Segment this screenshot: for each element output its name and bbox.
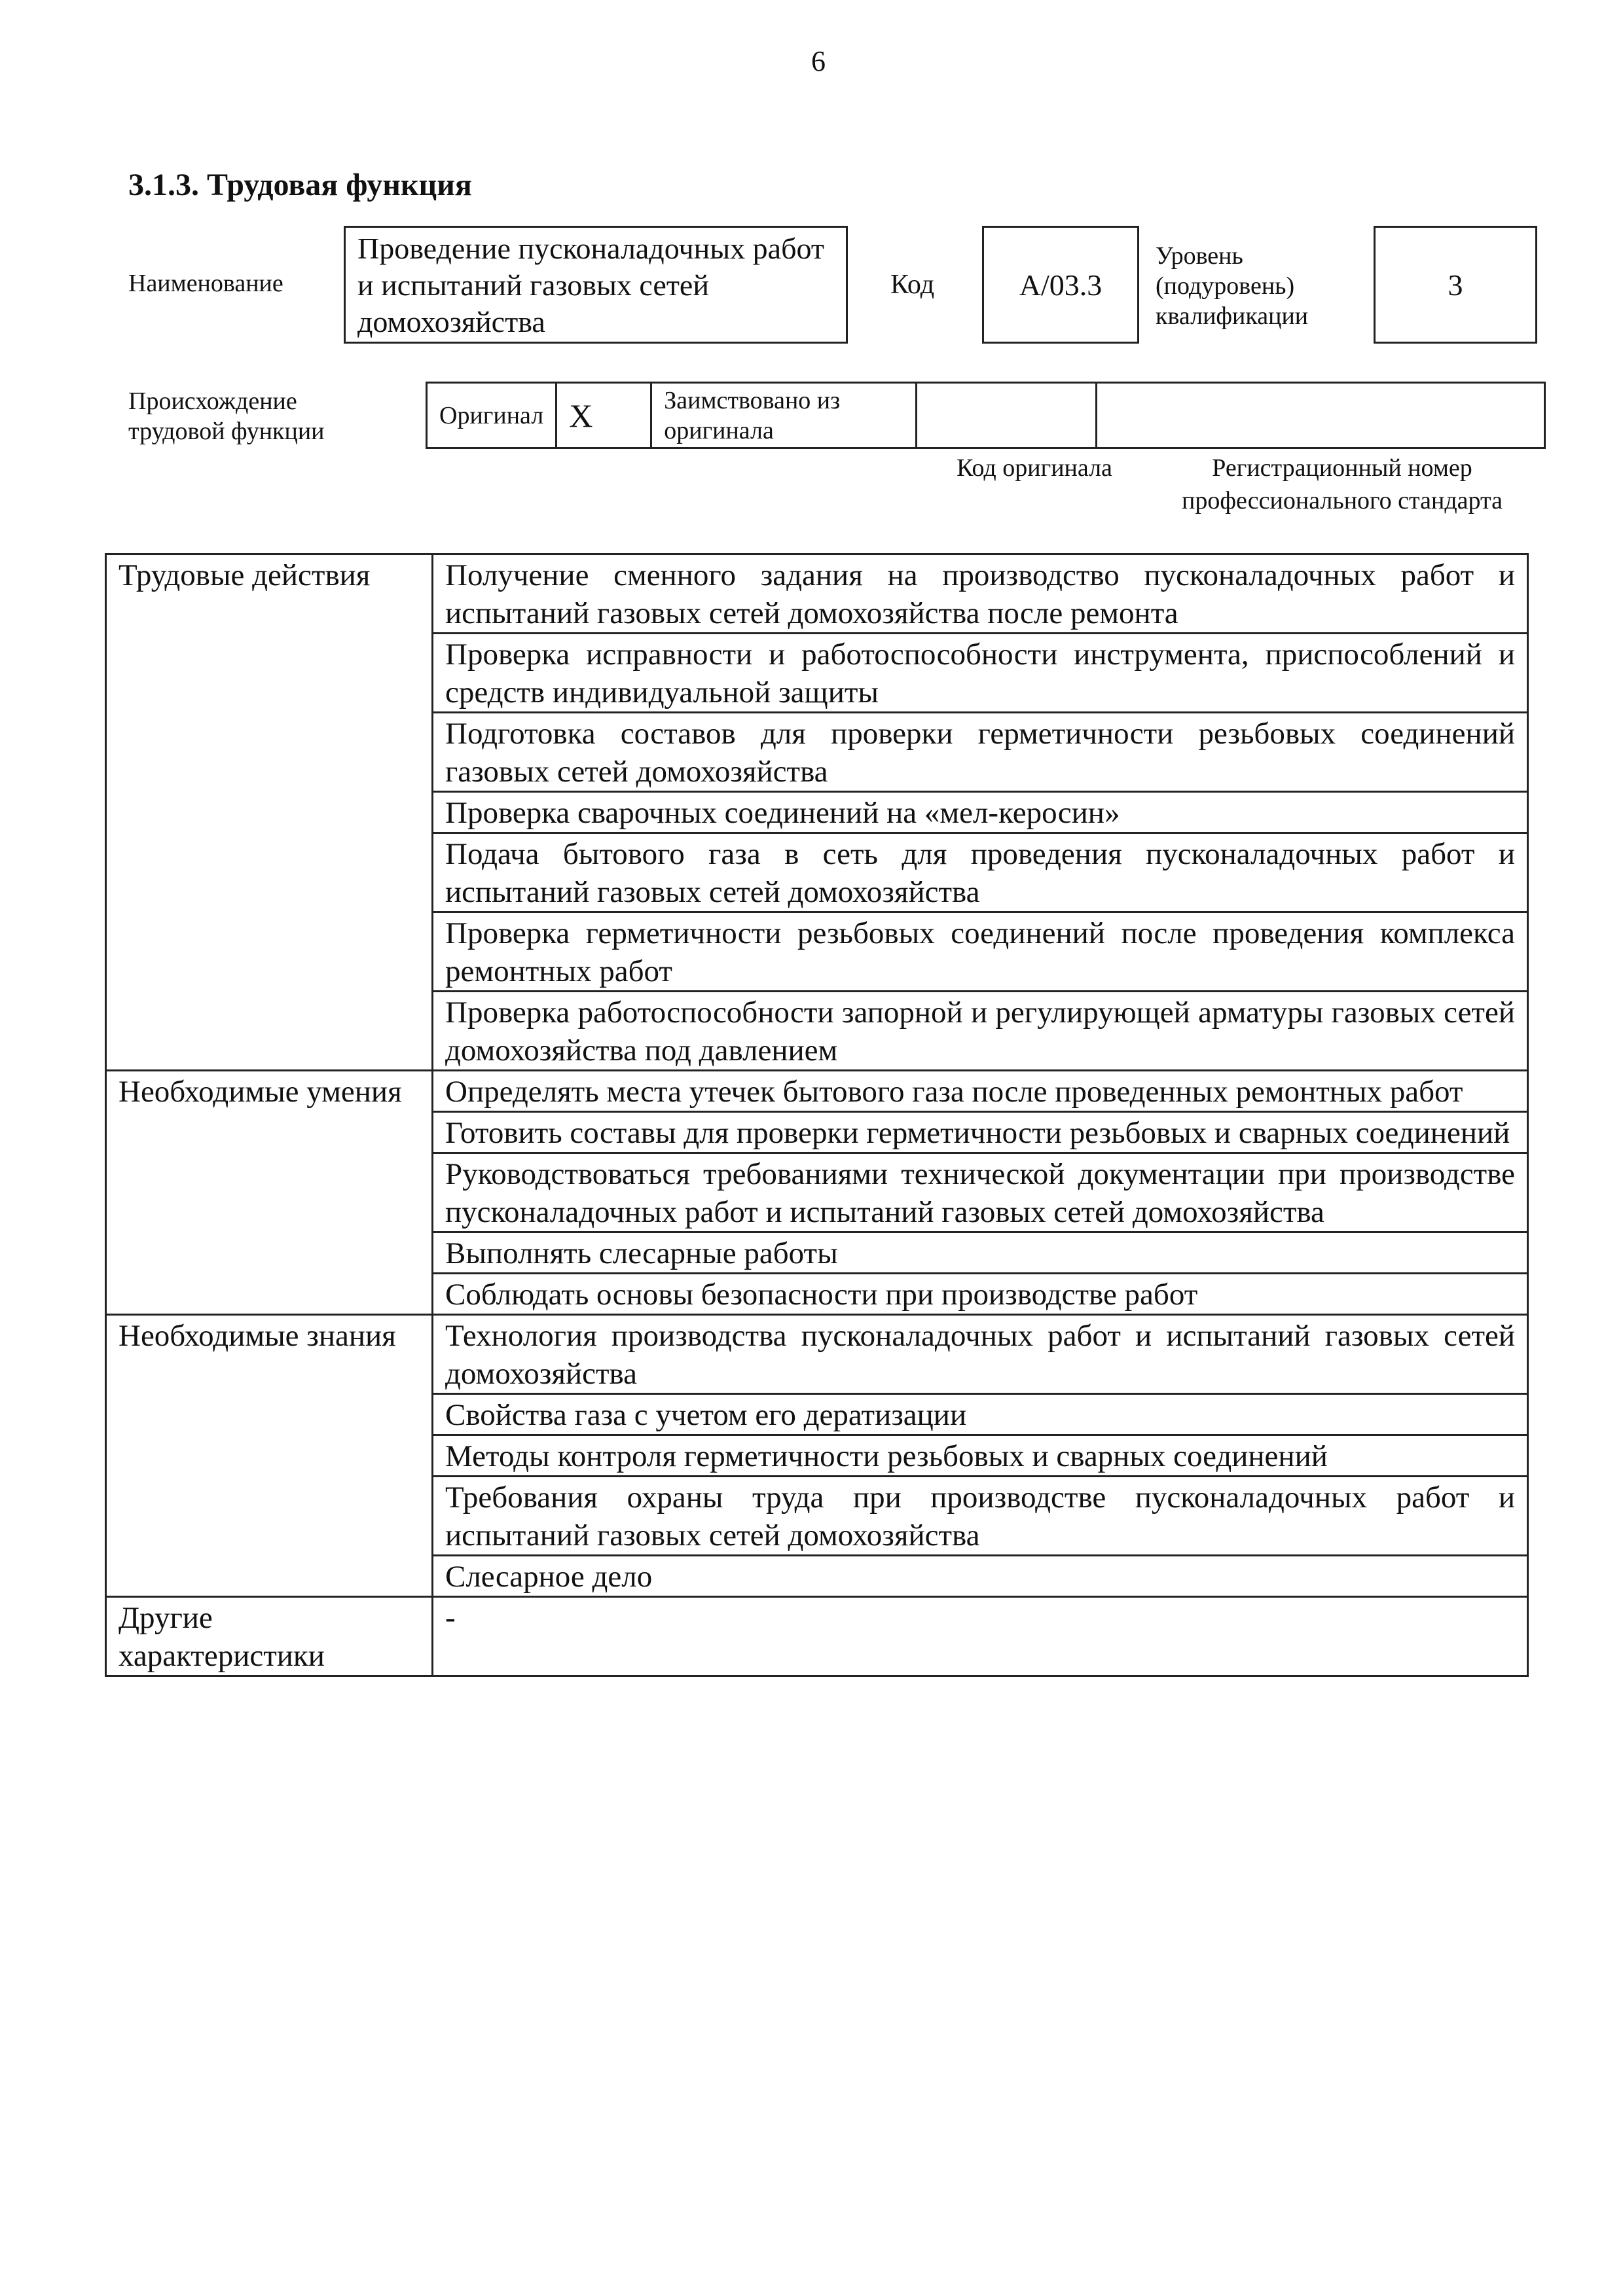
code-label: Код — [890, 270, 935, 300]
table-row — [106, 1315, 1528, 1394]
page-number: 6 — [811, 45, 826, 77]
section-item: Проверка работоспособности запорной и регулирующей арматуры газовых сетей домохозяйства под давлением — [433, 992, 1528, 1071]
function-code-box — [982, 226, 1139, 344]
section-item: Слесарное дело — [433, 1556, 1528, 1597]
reg-number-cell — [1097, 383, 1545, 448]
section-item: Руководствоваться требованиями технической документации при производстве пусконаладочных работ и испытаний газовых сетей домохозяйства — [433, 1153, 1528, 1232]
original-code-cell — [917, 383, 1097, 448]
table-row — [106, 1071, 1528, 1112]
section-item: Соблюдать основы безопасности при производстве работ — [433, 1274, 1528, 1315]
section-item: - — [433, 1597, 1528, 1676]
caption-reg-number: Регистрационный номер профессионального стандарта — [1182, 454, 1503, 514]
level-value: 3 — [1448, 268, 1463, 302]
section-item: Свойства газа с учетом его дератизации — [433, 1394, 1528, 1435]
name-label: Наименование — [128, 270, 283, 297]
function-name-value: Проведение пусконаладочных работ и испытаний газовых сетей домохозяйства — [357, 232, 824, 338]
function-code-value: А/03.3 — [1019, 268, 1103, 302]
section-item: Подача бытового газа в сеть для проведения пусконаладочных работ и испытаний газовых сетей домохозяйства — [433, 833, 1528, 912]
section-item: Определять места утечек бытового газа после проведенных ремонтных работ — [433, 1071, 1528, 1112]
section-item: Получение сменного задания на производство пусконаладочных работ и испытаний газовых сетей домохозяйства после ремонта — [433, 554, 1528, 634]
section-item: Проверка сварочных соединений на «мел-керосин» — [433, 792, 1528, 833]
original-mark: X — [556, 383, 651, 448]
section-item: Требования охраны труда при производстве пусконаладочных работ и испытаний газовых сетей домохозяйства — [433, 1477, 1528, 1556]
section-header: Необходимые знания — [106, 1315, 433, 1597]
borrowed-label: Заимствовано из оригинала — [651, 383, 917, 448]
function-name-box — [344, 226, 848, 344]
caption-original-code: Код оригинала — [957, 454, 1112, 482]
section-item: Подготовка составов для проверки герметичности резьбовых соединений газовых сетей домохозяйства — [433, 713, 1528, 792]
table-row — [106, 1597, 1528, 1676]
level-label: Уровень (подуровень) квалификации — [1156, 242, 1309, 330]
section-item: Готовить составы для проверки герметичности резьбовых и сварных соединений — [433, 1112, 1528, 1153]
section-item: Выполнять слесарные работы — [433, 1232, 1528, 1274]
section-item: Технология производства пусконаладочных работ и испытаний газовых сетей домохозяйства — [433, 1315, 1528, 1394]
section-item: Проверка герметичности резьбовых соединений после проведения комплекса ремонтных работ — [433, 912, 1528, 992]
level-box — [1374, 226, 1537, 344]
section-title: 3.1.3. Трудовая функция — [128, 168, 472, 202]
table-row — [106, 554, 1528, 634]
section-item: Проверка исправности и работоспособности инструмента, приспособлений и средств индивидуальной защиты — [433, 634, 1528, 713]
section-header: Необходимые умения — [106, 1071, 433, 1315]
origin-table — [426, 382, 1546, 449]
main-table — [105, 553, 1529, 1677]
origin-label: Происхождение трудовой функции — [128, 387, 325, 445]
section-header: Другие характеристики — [106, 1597, 433, 1676]
original-label: Оригинал — [427, 383, 556, 448]
section-header: Трудовые действия — [106, 554, 433, 1071]
section-item: Методы контроля герметичности резьбовых и сварных соединений — [433, 1435, 1528, 1477]
